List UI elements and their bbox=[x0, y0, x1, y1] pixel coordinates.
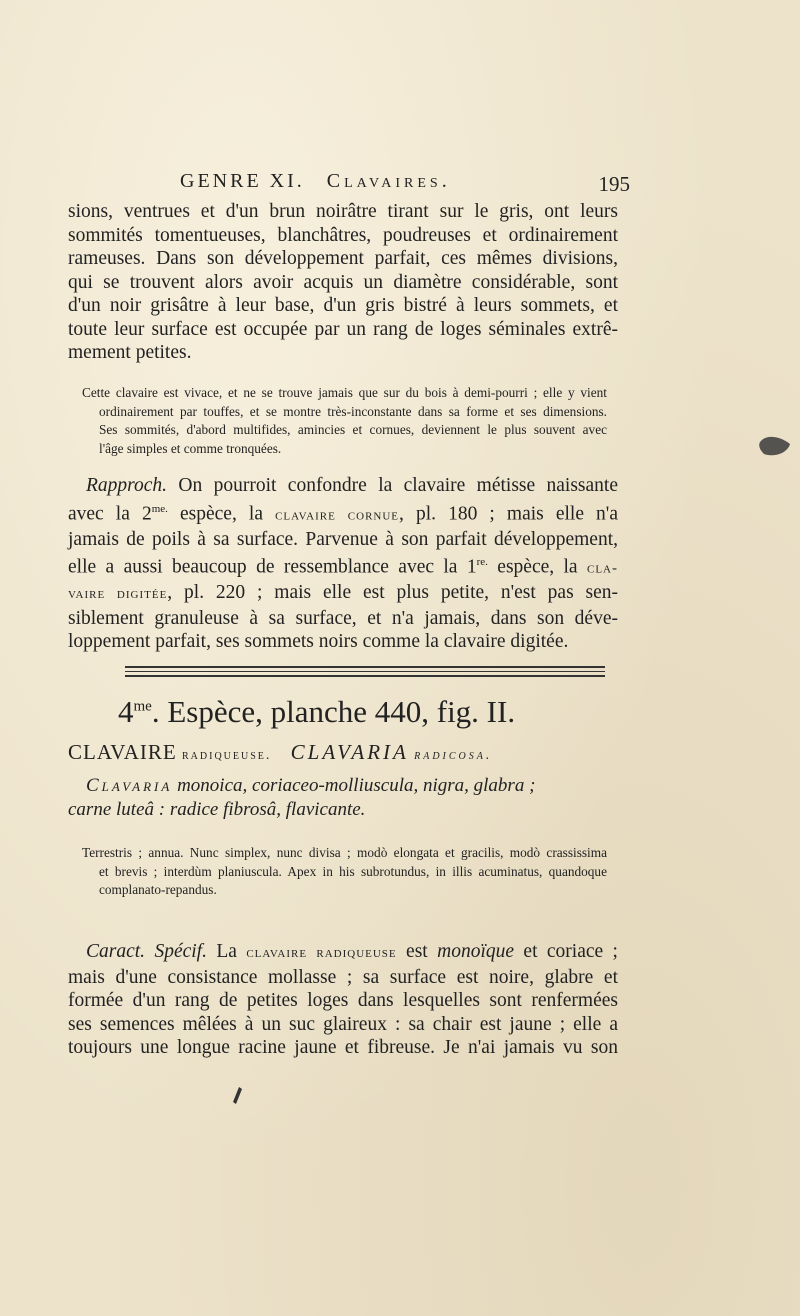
text-span: elle a aussi beaucoup de ressemblance avec la 1 bbox=[68, 556, 477, 578]
text-span: monoïque bbox=[437, 941, 515, 962]
superscript: re. bbox=[476, 556, 488, 568]
text-line bbox=[68, 581, 618, 607]
section-number: 4 bbox=[118, 694, 134, 729]
species-ref: clavaire radiqueuse bbox=[246, 945, 397, 961]
text-line: sions, ventrues et d'un brun noirâtre tirant sur le gris, ont leurs bbox=[68, 201, 618, 222]
species-ref: cla- bbox=[586, 560, 618, 577]
text-span: monoica, coriaceo-molliuscula, nigra, glabra ; bbox=[172, 775, 536, 796]
divider-line bbox=[125, 666, 605, 668]
text-span: espèce, la bbox=[167, 503, 276, 524]
text-line: toujours une longue racine jaune et fibreuse. Je n'ai jamais vu son bbox=[68, 1037, 618, 1058]
species-latin-epithet: radicosa. bbox=[414, 748, 493, 763]
superscript: me bbox=[133, 698, 152, 715]
header-genre: GENRE XI. bbox=[180, 170, 305, 192]
text-line bbox=[68, 474, 618, 498]
divider-line bbox=[125, 675, 605, 677]
note-line: Terrestris ; annua. Nunc simplex, nunc divisa ; modò elongata et gracilis, modò crassissima bbox=[82, 845, 607, 860]
text-line bbox=[68, 940, 618, 966]
section-divider bbox=[125, 666, 605, 678]
text-span: On pourroit confondre la clavaire métisse naissante bbox=[178, 475, 618, 496]
text-line: formée d'un rang de petites loges dans lesquelles sont renfermées bbox=[68, 990, 618, 1011]
species-ref: clavaire cornue bbox=[275, 507, 400, 523]
ink-stain-mark bbox=[758, 434, 792, 460]
text-line: qui se trouvent alors avoir acquis un diamètre considérable, sont bbox=[68, 271, 618, 293]
genus-name: Clavaria bbox=[86, 775, 173, 796]
section-title-text: . Espèce, planche 440, fig. II. bbox=[151, 694, 516, 729]
text-span: , pl. 180 ; mais elle n'a bbox=[399, 503, 618, 524]
species-french-epithet: radiqueuse. bbox=[182, 748, 272, 763]
text-span: La bbox=[206, 941, 247, 962]
rapproch-label: Rapproch. bbox=[86, 475, 168, 496]
text-line bbox=[68, 498, 618, 528]
ink-mark bbox=[230, 1087, 244, 1105]
text-line: loppement parfait, ses sommets noirs comme la clavaire digitée. bbox=[68, 631, 569, 652]
text-span: espèce, la bbox=[487, 556, 587, 578]
paragraph-description bbox=[68, 200, 618, 365]
text-span: avec la 2 bbox=[68, 503, 152, 524]
divider-line bbox=[125, 671, 605, 672]
note-observation bbox=[82, 384, 607, 458]
text-line: mais d'une consistance mollasse ; sa surface est noire, glabre et bbox=[68, 966, 618, 988]
text-span: , pl. 220 ; mais elle est plus petite, n'est pas sen- bbox=[167, 582, 619, 603]
text-line: carne luteâ : radice fibrosâ, flavicante. bbox=[68, 799, 366, 820]
note-line: ordinairement par touffes, et se montre très-inconstante dans sa forme et ses dimensions. bbox=[99, 403, 607, 419]
note-line: Ses sommités, d'abord multifides, amincies et cornues, deviennent le plus souvent avec bbox=[99, 422, 607, 437]
paragraph-caract bbox=[68, 940, 618, 1060]
text-span: est bbox=[396, 941, 438, 962]
text-line: siblement granuleuse à sa surface, et n'a jamais, dans son déve- bbox=[68, 607, 618, 629]
text-line: mement petites. bbox=[68, 342, 192, 363]
note-line: complanato-repandus. bbox=[99, 882, 217, 897]
section-title bbox=[118, 694, 588, 738]
text-span: et coriace ; bbox=[514, 941, 618, 962]
text-line: ses semences mêlées à un suc glaireux : sa chair est jaune ; elle a bbox=[68, 1013, 618, 1035]
species-latin-name: CLAVARIA bbox=[290, 740, 409, 764]
page-number: 195 bbox=[598, 172, 630, 196]
latin-diagnosis bbox=[68, 774, 618, 822]
text-line: d'un noir grisâtre à leur base, d'un gris bistré à leurs sommets, et bbox=[68, 295, 618, 316]
note-line: Cette clavaire est vivace, et ne se trouve jamais que sur du bois à demi-pourri ; elle y vient bbox=[82, 385, 607, 400]
text-line: toute leur surface est occupée par un rang de loges séminales extrê- bbox=[68, 318, 618, 340]
species-ref: vaire digitée bbox=[68, 586, 168, 602]
header-family: Clavaires. bbox=[326, 170, 451, 192]
caract-label: Caract. Spécif. bbox=[86, 941, 207, 962]
text-line bbox=[68, 551, 618, 581]
text-line: sommités tomentueuses, blanchâtres, poudreuses et ordinairement bbox=[68, 224, 618, 246]
species-heading bbox=[68, 740, 618, 770]
note-line: l'âge simples et comme tronquées. bbox=[99, 440, 282, 456]
note-line: et brevis ; interdùm planiuscula. Apex in his subrotundus, in illis acuminatus, quandoque bbox=[99, 863, 607, 879]
superscript: me. bbox=[151, 502, 168, 515]
text-line: rameuses. Dans son développement parfait, ces mêmes divisions, bbox=[68, 248, 618, 269]
text-line bbox=[68, 774, 618, 798]
note-latin bbox=[82, 844, 607, 900]
text-line: jamais de poils à sa surface. Parvenue à son parfait développement, bbox=[68, 528, 618, 550]
species-french-name: CLAVAIRE bbox=[68, 740, 177, 764]
paragraph-rapproch bbox=[68, 474, 618, 654]
running-header bbox=[180, 170, 630, 202]
